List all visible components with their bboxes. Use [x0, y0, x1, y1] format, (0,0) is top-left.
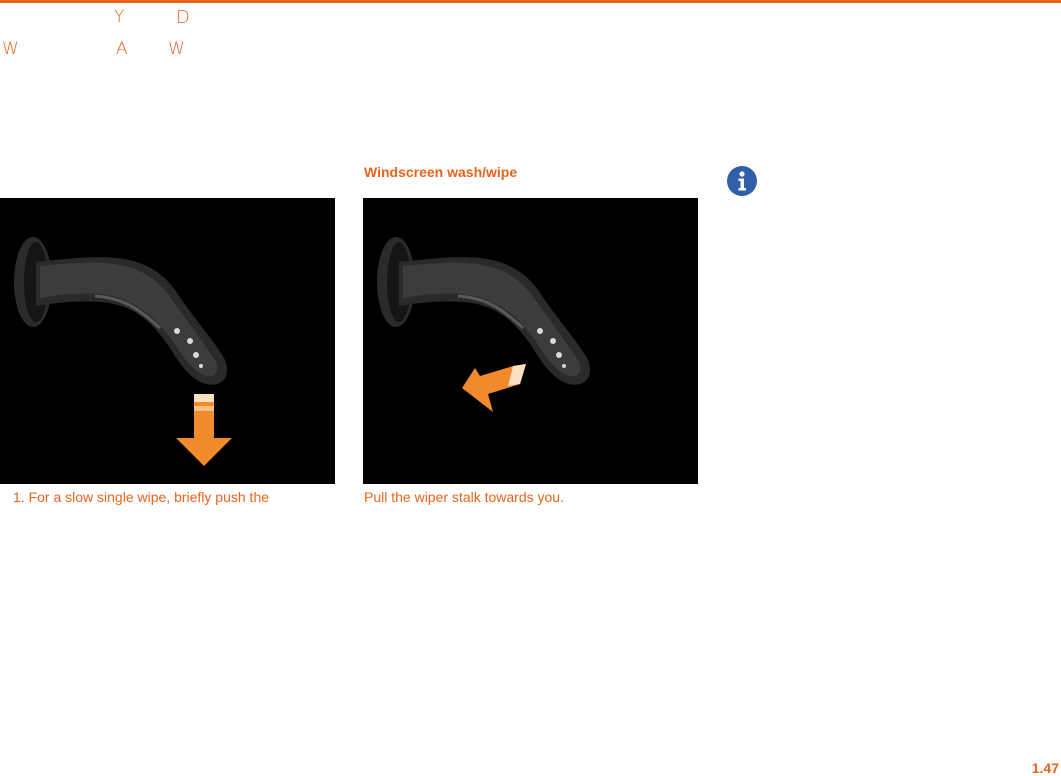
page-number: 1.47 [1031, 760, 1059, 776]
info-icon [727, 166, 757, 196]
wiper-stalk-push-image [0, 198, 335, 484]
section-title: Windscreen wash/wipe [364, 164, 518, 180]
header-letter: W [168, 39, 185, 59]
header-rule [0, 0, 1061, 3]
wiper-stalk-pull-image [363, 198, 698, 484]
header-letter: Y [114, 7, 125, 27]
caption-right: Pull the wiper stalk towards you. [364, 489, 564, 505]
header-letter: D [176, 7, 190, 28]
header-letter: W [2, 39, 19, 59]
caption-left: 1. For a slow single wipe, briefly push the [13, 489, 270, 505]
header-letter: A [116, 39, 128, 59]
